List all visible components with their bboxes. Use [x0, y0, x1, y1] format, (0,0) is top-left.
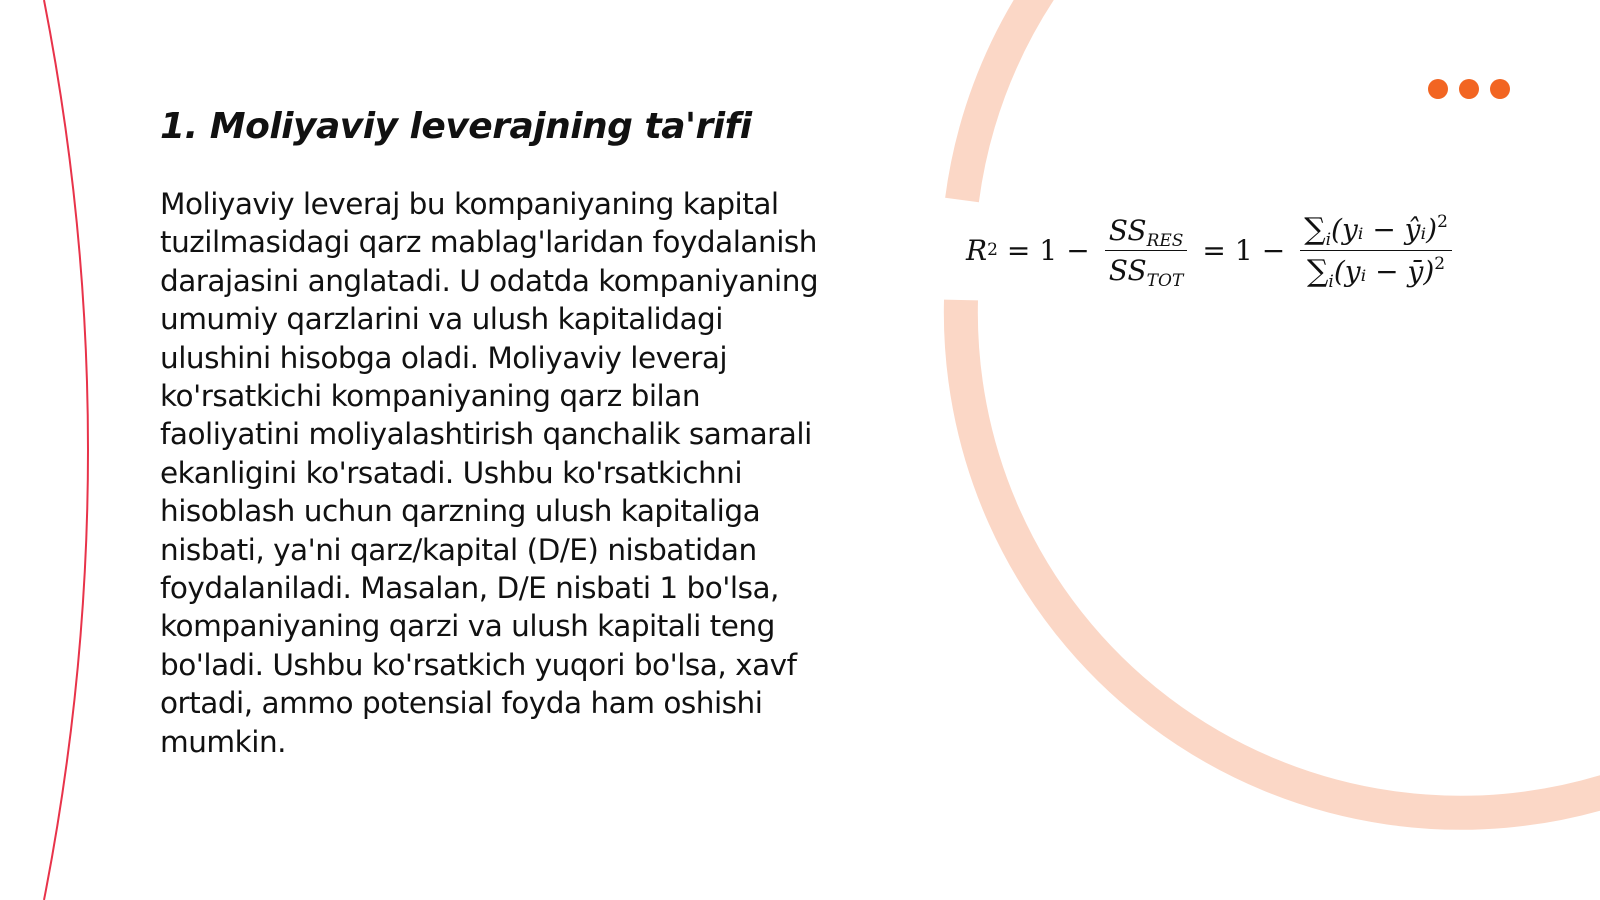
- sum-numerator: [1300, 212, 1452, 251]
- ss-fraction: [1105, 213, 1188, 291]
- ss-symbol-den: SS: [1108, 253, 1147, 287]
- formula-one-1: 1: [1039, 233, 1058, 267]
- dot-2: [1459, 79, 1479, 99]
- left-red-curve: [44, 0, 88, 900]
- formula-equals-2: =: [1202, 233, 1226, 267]
- total-term: (yᵢ − ȳ): [1333, 254, 1435, 288]
- peach-ring-arc-bottom: [961, 300, 1600, 813]
- sum-fraction: [1300, 211, 1452, 292]
- formula-lhs: R: [966, 233, 988, 267]
- slide-body-text: Moliyaviy leveraj bu kompaniyaning kapital tuzilmasidagi qarz mablag'laridan foydalanish darajasini anglatadi. U odatda kompaniyaning umumiy qarzlarini va ulush kapitalidagi ulushini hisobga oladi. Moliyaviy leveraj ko'rsatkichi kompaniyaning qarz bilan faoliyatini moliyalashtirish qanchalik samarali ekanligini ko'rsatadi. Ushbu ko'rsatkichni hisoblash uchun qarzning ulush kapitaliga nisbati, ya'ni qarz/kapital (D/E) nisbatidan foydalaniladi. Masalan, D/E nisbati 1 bo'lsa, kompaniyaning qarzi va ulush kapitali teng bo'ladi. Ushbu ko'rsatkich yuqori bo'lsa, xavf ortadi, ammo potensial foyda ham oshishi mumkin.: [160, 187, 819, 759]
- ss-res-numerator: [1105, 214, 1188, 251]
- sum-denominator: [1303, 251, 1449, 292]
- dot-3: [1490, 79, 1510, 99]
- ss-symbol-num: SS: [1108, 213, 1147, 247]
- ss-tot-subscript: TOT: [1146, 270, 1184, 291]
- formula-minus-2: −: [1261, 233, 1286, 267]
- residual-term: (yᵢ − ŷᵢ): [1331, 212, 1438, 246]
- formula-equals-1: =: [1006, 233, 1031, 267]
- ss-tot-denominator: [1105, 251, 1188, 291]
- total-square: 2: [1434, 253, 1446, 274]
- sum-sign-num: ∑: [1304, 211, 1326, 247]
- residual-square: 2: [1437, 211, 1448, 232]
- peach-ring-arc-top: [962, 0, 1040, 200]
- formula-minus-1: −: [1066, 233, 1090, 267]
- sum-sign-den: ∑: [1307, 253, 1329, 289]
- sum-index-num: i: [1325, 229, 1332, 250]
- sum-index-den: i: [1328, 271, 1334, 292]
- slide-title: 1. Moliyaviy leverajning ta'rifi: [160, 106, 752, 147]
- dot-1: [1428, 79, 1448, 99]
- more-dots-icon: [1428, 79, 1510, 99]
- formula-one-2: 1: [1234, 233, 1253, 267]
- ss-res-subscript: RES: [1146, 230, 1184, 251]
- r-squared-formula: R 2 = 1 − $\frac{SS_{RES}}{SS_{TOT}}$ = 1 − $\frac{\sum_i(yᵢ - ŷᵢ)^2}{\sum_i(yᵢ - ȳ)^2}$: [966, 205, 1458, 295]
